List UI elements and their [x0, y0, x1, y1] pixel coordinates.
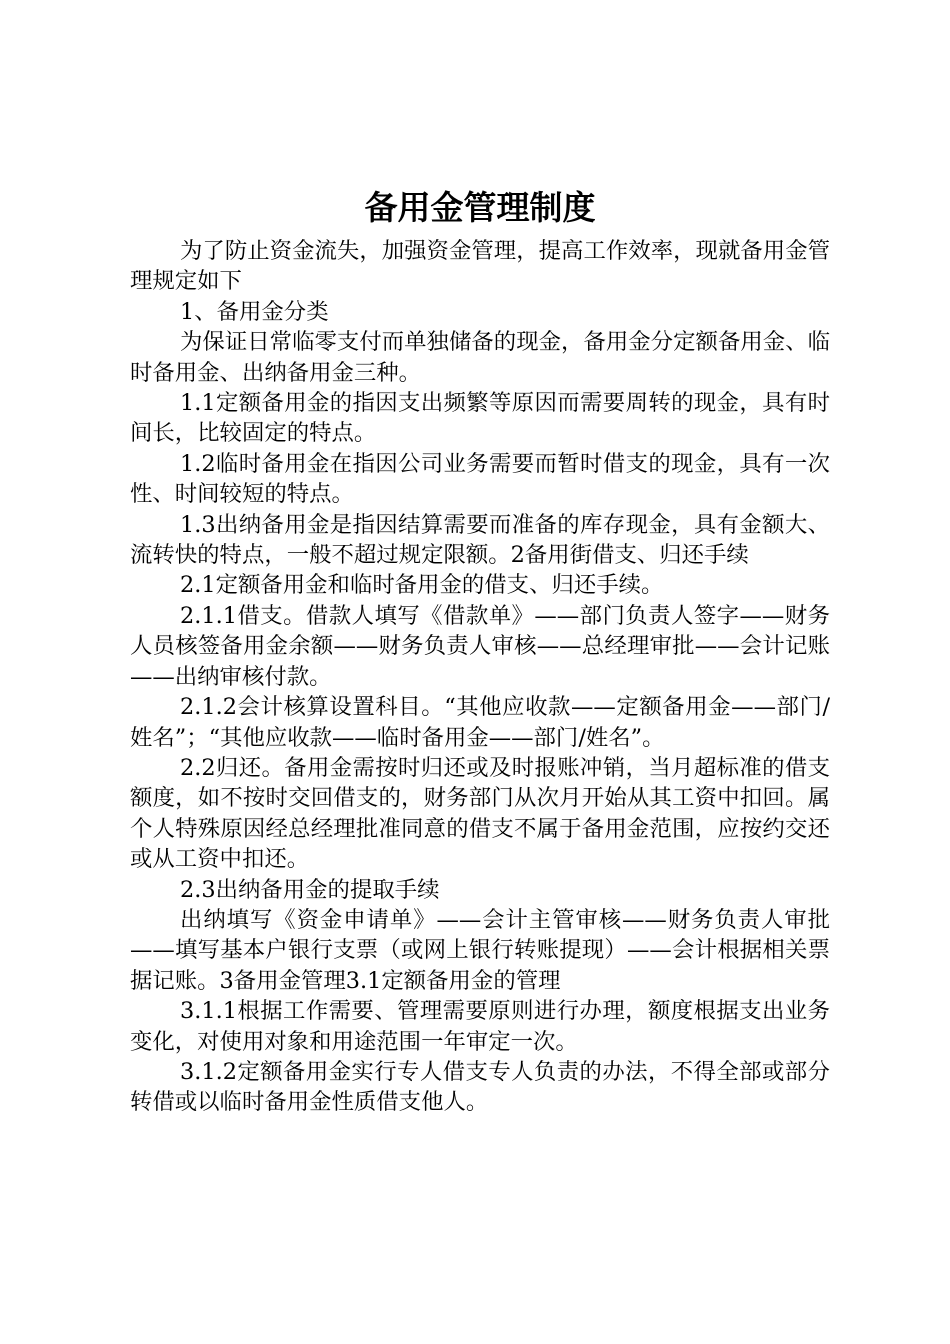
paragraph: 2.1.1借支。借款人填写《借款单》——部门负责人签字——财务人员核签备用金余额——财务负责人审核——总经理审批——会计记账——出纳审核付款。 [130, 602, 830, 690]
paragraph: 3.1.1根据工作需要、管理需要原则进行办理，额度根据支出业务变化，对使用对象和用途范围一年审定一次。 [130, 998, 830, 1055]
paragraph: 3.1.2定额备用金实行专人借支专人负责的办法，不得全部或部分转借或以临时备用金性质借支他人。 [130, 1058, 830, 1116]
paragraph: 出纳填写《资金申请单》——会计主管审核——财务负责人审批——填写基本户银行支票（或网上银行转账提现）——会计根据相关票据记账。3备用金管理3.1定额备用金的管理 [130, 906, 830, 994]
paragraph: 为了防止资金流失，加强资金管理，提高工作效率，现就备用金管理规定如下 [130, 238, 830, 295]
paragraph: 2.1.2会计核算设置科目。“其他应收款——定额备用金——部门/姓名”；“其他应收款——临时备用金——部门/姓名”。 [130, 694, 830, 751]
document-title: 备用金管理制度 [364, 188, 596, 227]
paragraph: 2.2归还。备用金需按时归还或及时报账冲销，当月超标准的借支额度，如不按时交回借支的，财务部门从次月开始从其工资中扣回。属个人特殊原因经总经理批准同意的借支不属于备用金范围，应按约交还或从工资中扣还。 [130, 754, 830, 873]
section-heading: 1、备用金分类 [180, 298, 329, 325]
paragraph: 为保证日常临零支付而单独储备的现金，备用金分定额备用金、临时备用金、出纳备用金三种。 [130, 329, 830, 386]
section-heading: 2.1定额备用金和临时备用金的借支、归还手续。 [180, 572, 664, 599]
document-body [130, 236, 830, 1118]
paragraph: 1.3出纳备用金是指因结算需要而准备的库存现金，具有金额大、流转快的特点，一般不超过规定限额。2备用街借支、归还手续 [130, 511, 830, 569]
paragraph: 1.1定额备用金的指因支出频繁等原因而需要周转的现金，具有时间长，比较固定的特点。 [130, 390, 830, 447]
paragraph: 1.2临时备用金在指因公司业务需要而暂时借支的现金，具有一次性、时间较短的特点。 [130, 450, 830, 508]
section-heading: 2.3出纳备用金的提取手续 [180, 876, 440, 903]
